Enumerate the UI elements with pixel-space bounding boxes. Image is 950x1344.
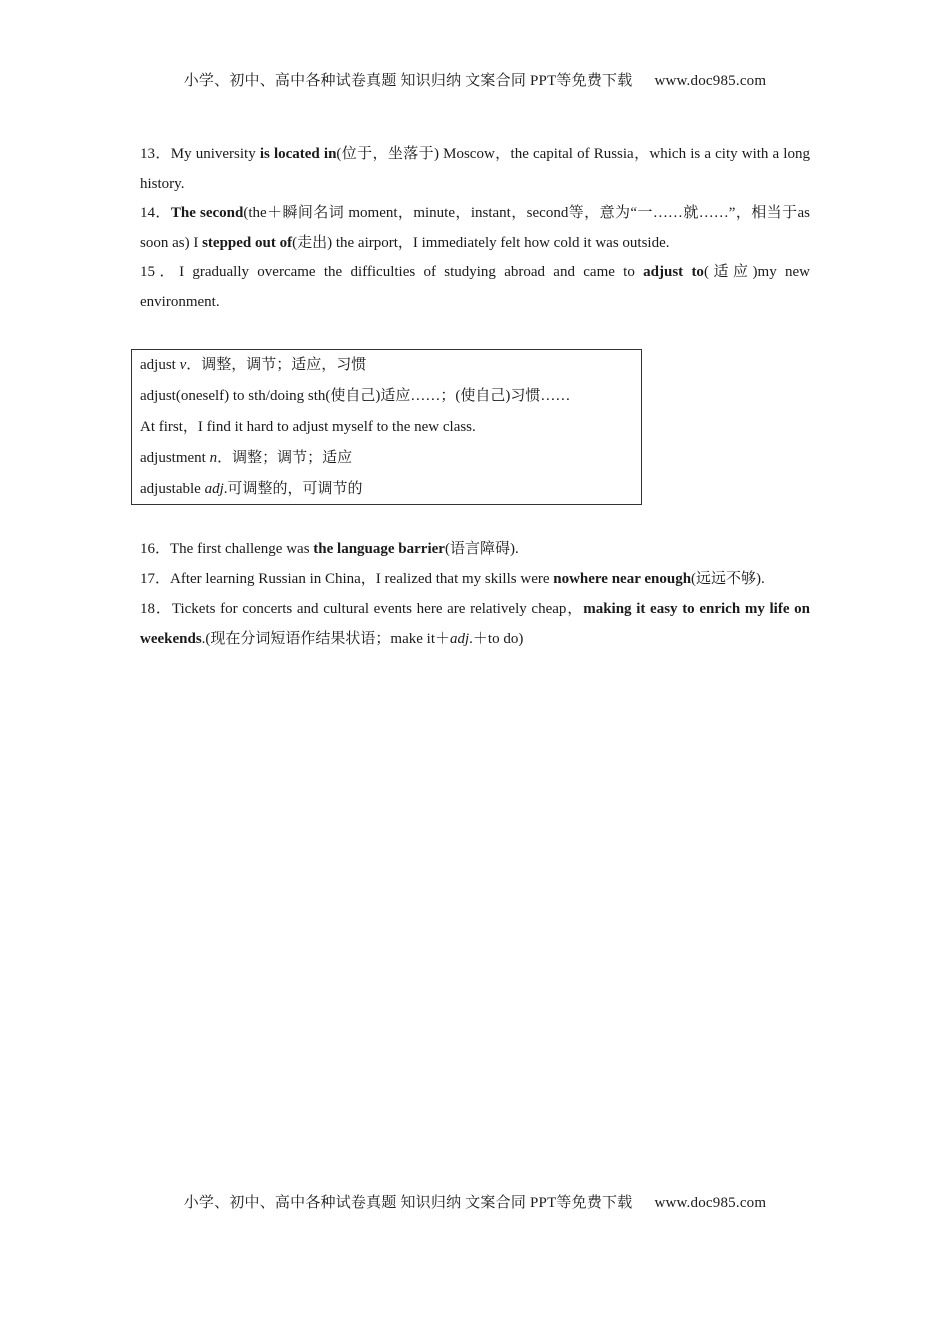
sentence-18 bbox=[140, 594, 810, 654]
key-phrase: nowhere near enough bbox=[553, 571, 692, 587]
vocabulary-note-box bbox=[131, 349, 642, 505]
note-pos: v bbox=[179, 357, 187, 373]
sentence-text: (the＋瞬间名词 moment，minute，instant，second等，意为“一……就……”，相当于as soon as) I bbox=[140, 205, 810, 251]
key-phrase: making it easy to enrich my life on weekends bbox=[140, 601, 810, 647]
sentence-text: I gradually overcame the difficulties of studying abroad and came to bbox=[179, 264, 644, 280]
content-lower bbox=[140, 534, 810, 654]
sentence-text: My university bbox=[170, 146, 260, 162]
note-line-usage: adjust(oneself) to sth/doing sth(使自己)适应……；(使自己)习惯…… bbox=[140, 388, 571, 404]
note-line-example: At first，I find it hard to adjust myself to the new class. bbox=[140, 419, 476, 435]
note-word: adjustable bbox=[140, 481, 205, 497]
sentence-number: 13． bbox=[140, 146, 171, 162]
sentence-text: (语言障碍). bbox=[444, 541, 519, 557]
sentence-text: (走出) the airport，I immediately felt how cold it was outside. bbox=[292, 234, 670, 251]
sentence-number: 14． bbox=[140, 205, 171, 221]
sentence-text: After learning Russian in China，I realized that my skills were bbox=[170, 571, 554, 587]
note-definition: ．调整；调节；适应 bbox=[217, 450, 353, 466]
note-word: adjustment bbox=[140, 450, 210, 466]
header-site-link[interactable]: www.doc985.com bbox=[654, 73, 767, 89]
key-phrase: The second bbox=[170, 205, 244, 221]
sentence-16 bbox=[140, 534, 810, 564]
sentence-14 bbox=[140, 199, 810, 258]
italic-term: adj bbox=[450, 631, 470, 647]
note-definition: ．调整，调节；适应，习惯 bbox=[186, 357, 367, 373]
sentence-text: .(现在分词短语作结果状语；make it＋ bbox=[201, 631, 450, 647]
sentence-13 bbox=[140, 140, 810, 199]
note-definition: .可调整的，可调节的 bbox=[223, 481, 363, 497]
key-phrase: is located in bbox=[259, 146, 337, 162]
content-upper bbox=[140, 140, 810, 317]
key-phrase: adjust to bbox=[643, 264, 704, 280]
page-footer bbox=[0, 1191, 950, 1212]
header-text: 小学、初中、高中各种试卷真题 知识归纳 文案合同 PPT等免费下载 bbox=[183, 73, 633, 89]
key-phrase: stepped out of bbox=[202, 234, 293, 251]
sentence-text: The first challenge was bbox=[170, 541, 314, 557]
sentence-text: Tickets for concerts and cultural events here are relatively cheap， bbox=[171, 601, 584, 617]
footer-text: 小学、初中、高中各种试卷真题 知识归纳 文案合同 PPT等免费下载 bbox=[183, 1195, 633, 1211]
sentence-15 bbox=[140, 258, 810, 317]
note-line-adjustment bbox=[140, 445, 633, 476]
note-pos: adj bbox=[204, 481, 224, 497]
sentence-text: (适应)my new environment. bbox=[140, 264, 810, 310]
note-pos: n bbox=[209, 450, 218, 466]
note-line-adjust bbox=[140, 352, 633, 383]
sentence-number: 18． bbox=[140, 601, 172, 617]
sentence-number: 15． bbox=[140, 264, 180, 280]
note-line-adjustable bbox=[140, 476, 633, 507]
footer-site-link[interactable]: www.doc985.com bbox=[654, 1195, 767, 1211]
sentence-number: 16． bbox=[140, 541, 171, 557]
sentence-text: .＋to do) bbox=[469, 631, 524, 647]
sentence-text: (位于，坐落于) Moscow，the capital of Russia，which is a city with a long history. bbox=[140, 146, 810, 192]
page-header bbox=[0, 69, 950, 90]
sentence-number: 17． bbox=[140, 571, 171, 587]
sentence-17 bbox=[140, 564, 810, 594]
note-word: adjust bbox=[140, 357, 180, 373]
key-phrase: the language barrier bbox=[313, 541, 445, 557]
sentence-text: (远远不够). bbox=[691, 571, 765, 587]
